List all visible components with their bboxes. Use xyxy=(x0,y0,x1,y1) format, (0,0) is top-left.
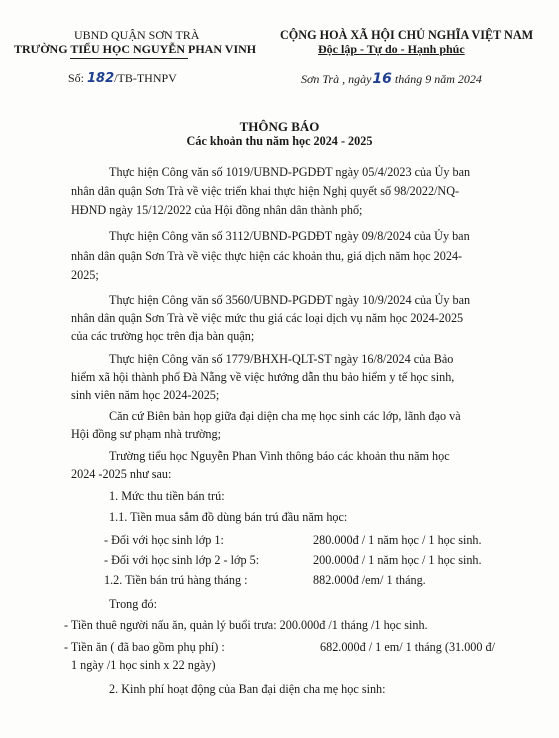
handwritten-day: 16 xyxy=(372,71,392,87)
left-header-rule xyxy=(70,58,188,59)
food-fee-continuation: 1 ngày /1 học sinh x 22 ngày) xyxy=(71,658,216,672)
paragraph-line: Thực hiện Công văn số 3560/UBND-PGDĐT ngày 10/9/2024 của Ủy ban xyxy=(109,293,471,307)
fee-label: - Đối với học sinh lớp 2 - lớp 5: xyxy=(104,553,260,567)
paragraph-line: nhân dân quận Sơn Trà về việc mức thu giá các loại dịch vụ năm học 2024-2025 xyxy=(71,311,464,325)
paragraph-line: của các trường học trên địa bàn quận; xyxy=(71,329,255,343)
section-1-1-heading: 1.1. Tiền mua sắm đồ dùng bán trú đầu năm học: xyxy=(109,510,348,524)
document-date: Sơn Trà , ngày16 tháng 9 năm 2024 xyxy=(301,71,482,87)
paragraph-line: hiểm xã hội thành phố Đà Nẵng về việc hướng dẫn thu bảo hiểm y tế học sinh, xyxy=(71,370,455,384)
fee-amount: 200.000đ / 1 năm học / 1 học sinh. xyxy=(313,553,482,567)
food-fee-amount: 682.000đ / 1 em/ 1 tháng (31.000 đ/ xyxy=(320,640,496,654)
fee-label: 1.2. Tiền bán trú hàng tháng : xyxy=(104,573,248,587)
paragraph-line: Hội đồng sư phạm nhà trường; xyxy=(71,427,221,441)
fee-label: - Đối với học sinh lớp 1: xyxy=(104,533,224,547)
fee-amount: 280.000đ / 1 năm học / 1 học sinh. xyxy=(313,533,482,547)
paragraph-line: nhân dân quận Sơn Trà về việc thực hiện các khoản thu, giá dịch năm học 2024- xyxy=(71,249,463,263)
national-motto: Độc lập - Tự do - Hạnh phúc xyxy=(318,42,465,56)
paragraph-line: Thực hiện Công văn số 1779/BHXH-QLT-ST ngày 16/8/2024 của Bảo xyxy=(109,352,454,366)
paragraph-line: Căn cứ Biên bản họp giữa đại diện cha mẹ học sinh các lớp, lãnh đạo và xyxy=(109,409,461,423)
paragraph-line: nhân dân quận Sơn Trà về việc triển khai thực hiện Nghị quyết số 98/2022/NQ- xyxy=(71,184,460,198)
fee-amount: 882.000đ /em/ 1 tháng. xyxy=(313,573,426,587)
school-name: TRƯỜNG TIỂU HỌC NGUYỄN PHAN VINH xyxy=(14,42,257,56)
handwritten-number: 182 xyxy=(87,71,115,86)
paragraph-line: Thực hiện Công văn số 1019/UBND-PGDĐT ngày 05/4/2023 của Ủy ban xyxy=(109,165,471,179)
cook-fee-line: - Tiền thuê người nấu ăn, quản lý buổi trưa: 200.000đ /1 tháng /1 học sinh. xyxy=(64,618,428,632)
section-2-heading: 2. Kinh phí hoạt động của Ban đại diện cha mẹ học sinh: xyxy=(109,682,386,696)
paragraph-line: Trường tiểu học Nguyễn Phan Vinh thông báo các khoản thu năm học xyxy=(109,449,450,463)
paragraph-line: 2024 -2025 như sau: xyxy=(71,467,172,481)
document-number: Số: 182/TB-THNPV xyxy=(68,71,177,86)
country-motto: CỘNG HOÀ XÃ HỘI CHỦ NGHĨA VIỆT NAM xyxy=(280,28,534,42)
food-fee-label: - Tiền ăn ( đã bao gồm phụ phí) : xyxy=(64,640,225,654)
trong-do-label: Trong đó: xyxy=(109,597,157,611)
document-title: THÔNG BÁO xyxy=(239,119,320,134)
paragraph-line: Thực hiện Công văn số 3112/UBND-PGDĐT ngày 09/8/2024 của Ủy ban xyxy=(109,229,470,243)
document-subtitle: Các khoản thu năm học 2024 - 2025 xyxy=(186,134,373,148)
paragraph-line: sinh viên năm học 2024-2025; xyxy=(71,388,220,402)
paragraph-line: HĐND ngày 15/12/2022 của Hội đồng nhân dân thành phố; xyxy=(71,203,363,217)
paragraph-line: 2025; xyxy=(71,268,99,282)
section-1-heading: 1. Mức thu tiền bán trú: xyxy=(109,489,225,503)
district-name: UBND QUẬN SƠN TRÀ xyxy=(74,28,200,42)
